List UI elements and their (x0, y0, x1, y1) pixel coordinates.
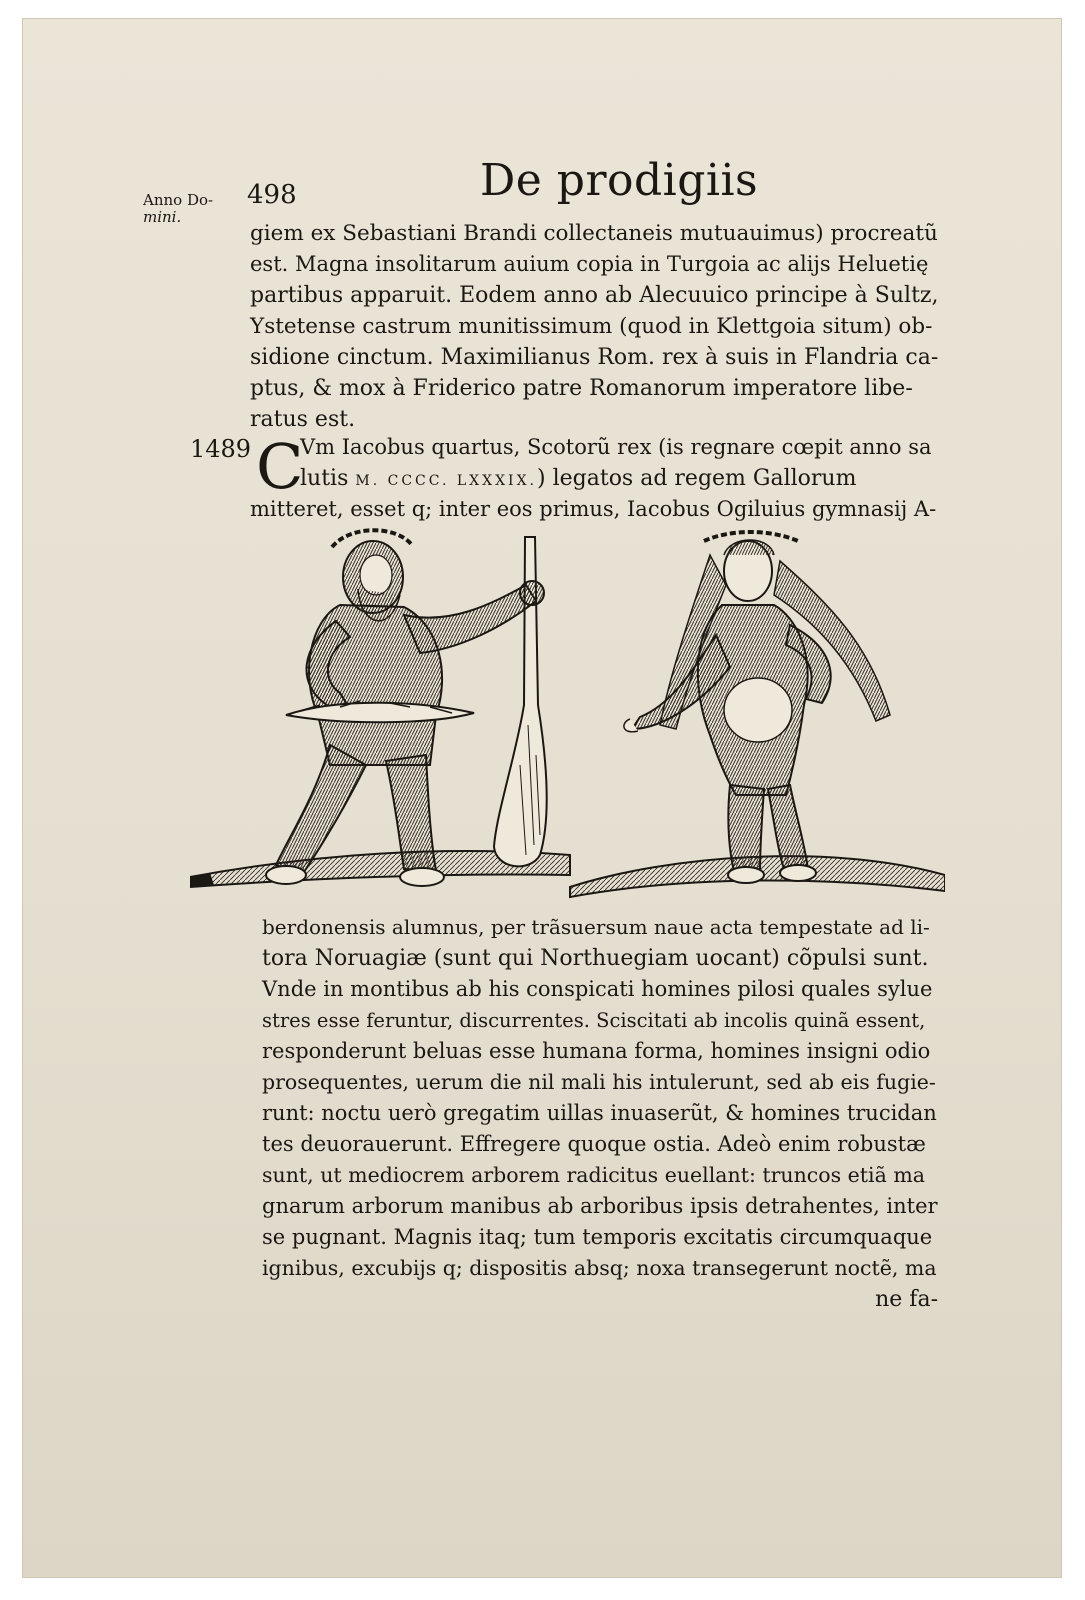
text-line: tes deuorauerunt. Effregere quoque ostia. Adeò enim robustæ (262, 1132, 926, 1156)
text-fragment: lutis (300, 466, 356, 491)
running-head: De prodigiis (480, 155, 759, 206)
wild-man-figure (266, 530, 547, 886)
roman-numeral-year: M. CCCC. LXXXIX. (355, 473, 538, 489)
text-line: est. Magna insolitarum auium copia in Turgoia ac alijs Heluetię (250, 252, 929, 276)
text-line: tora Noruagiæ (sunt qui Northuegiam uocant) cõpulsi sunt. (262, 946, 929, 971)
drop-cap: C (256, 430, 304, 503)
text-line: prosequentes, uerum die nil mali his intulerunt, sed ab eis fugie- (262, 1070, 936, 1094)
year-margin-note: 1489 (190, 435, 252, 463)
text-line: berdonensis alumnus, per trãsuersum naue acta tempestate ad li- (262, 915, 930, 939)
catchword: ne fa- (875, 1287, 938, 1312)
text-fragment: ) legatos ad regem Gallorum (537, 466, 857, 491)
text-line: ptus, & mox à Friderico patre Romanorum imperatore libe- (250, 376, 913, 401)
text-line: giem ex Sebastiani Brandi collectaneis mutuauimus) procreatũ (250, 221, 938, 246)
text-line: runt: noctu uerò gregatim uillas inuaserũt, & homines trucidan (262, 1101, 937, 1125)
woodcut-illustration (190, 525, 945, 900)
margin-note (143, 192, 213, 226)
text-line (300, 463, 856, 494)
text-line: partibus apparuit. Eodem anno ab Alecuuico principe à Sultz, (250, 283, 939, 308)
text-line: sidione cinctum. Maximilianus Rom. rex à suis in Flandria ca- (250, 345, 939, 370)
text-line: mitteret, esset q; inter eos primus, Iacobus Ogiluius gymnasij A- (250, 497, 937, 521)
text-line: stres esse feruntur, discurrentes. Sciscitati ab incolis quinã essent, (262, 1009, 926, 1032)
wild-woman-figure (624, 532, 890, 883)
text-line: se pugnant. Magnis itaq; tum temporis excitatis circumquaque (262, 1225, 933, 1249)
text-line: ratus est. (250, 407, 356, 432)
section-start (250, 432, 940, 527)
margin-note-line: Anno Do- (143, 191, 214, 209)
text-line: ignibus, excubijs q; dispositis absq; noxa transegerunt noctẽ, ma (262, 1256, 937, 1280)
text-line: sunt, ut mediocrem arborem radicitus euellant: truncos etiã ma (262, 1163, 925, 1187)
margin-note-line: mini. (143, 208, 182, 226)
page-number: 498 (247, 180, 297, 210)
text-line: Ystetense castrum munitissimum (quod in Klettgoia situm) ob- (250, 314, 933, 339)
text-line: gnarum arborum manibus ab arboribus ipsis detrahentes, inter (262, 1194, 938, 1218)
text-block-top (250, 218, 940, 435)
text-line: Vnde in montibus ab his conspicati homines pilosi quales sylue (262, 977, 933, 1001)
text-line: responderunt beluas esse humana forma, homines insigni odio (262, 1039, 931, 1063)
text-line: Vm Iacobus quartus, Scotorũ rex (is regnare cœpit anno sa (300, 435, 932, 459)
text-block-bottom (262, 912, 938, 1315)
